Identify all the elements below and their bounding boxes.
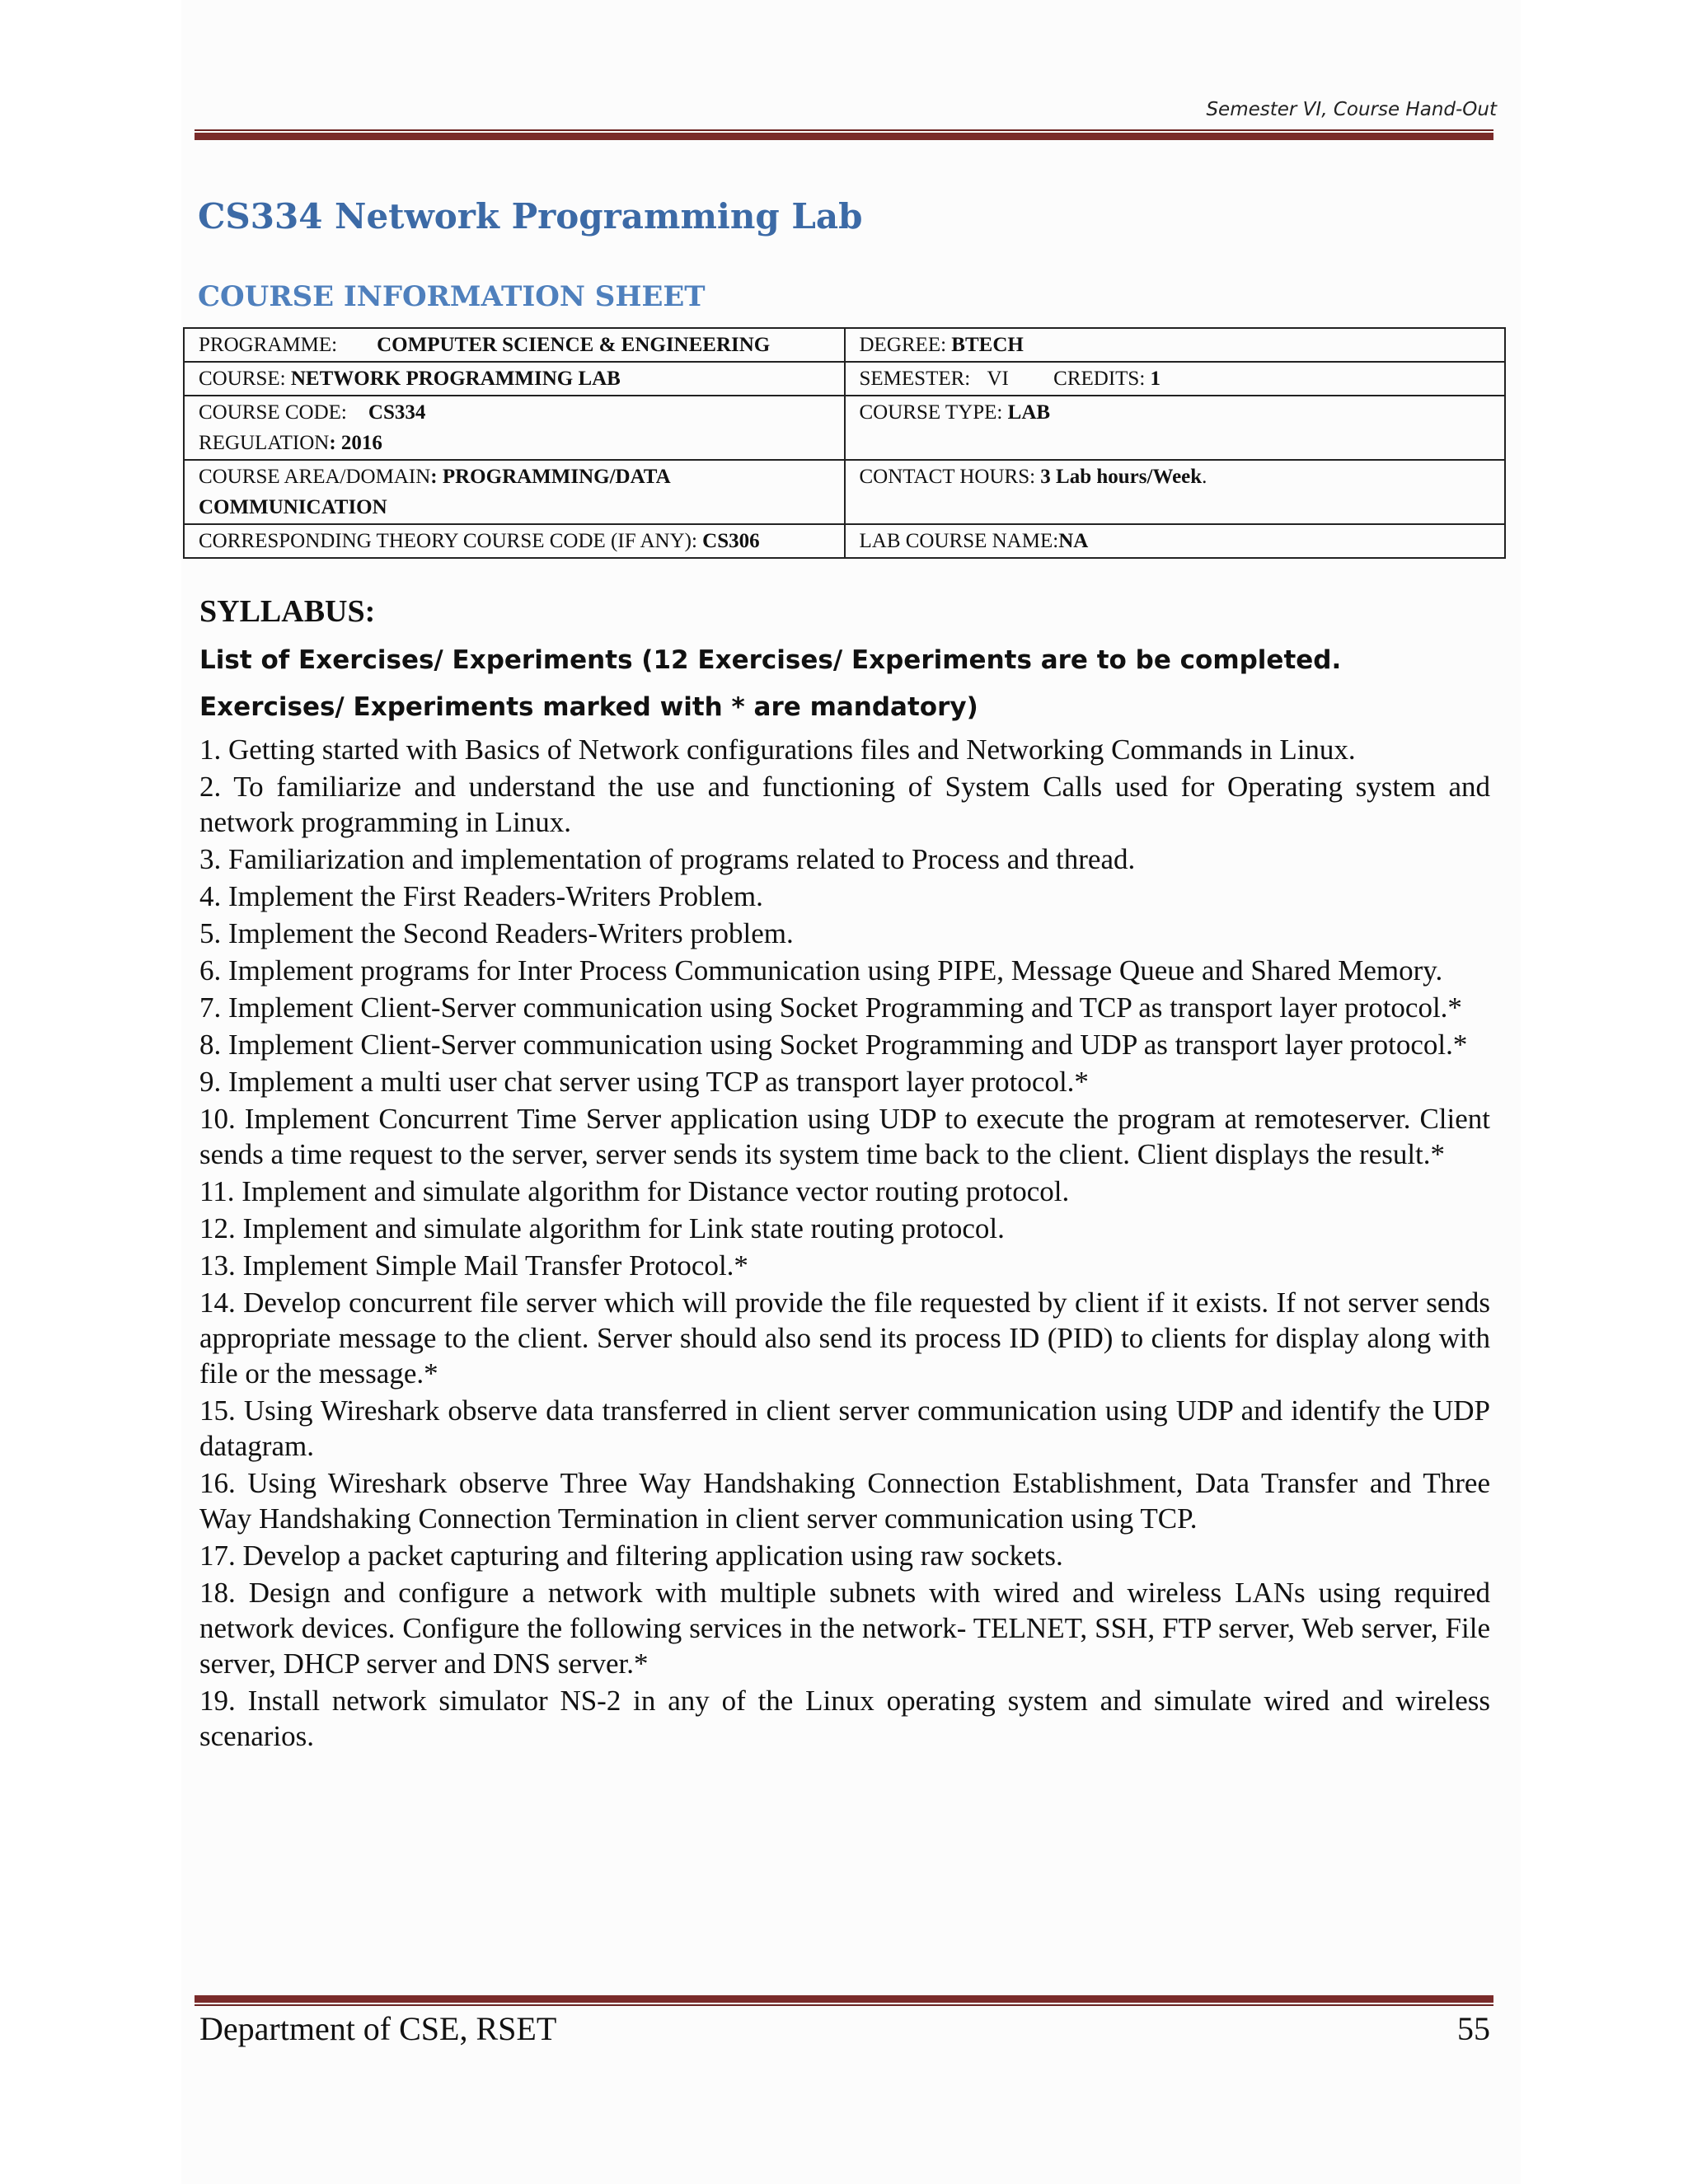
course-info-table: [183, 327, 1506, 559]
list-item: 10. Implement Concurrent Time Server application using UDP to execute the program at remoteserver. Client sends a time request to the server, server sends its system time back to the client. Client displays the result.*: [199, 1103, 1490, 1170]
semester-label: SEMESTER:: [859, 368, 971, 390]
course-cell: [184, 362, 845, 396]
list-item: 15. Using Wireshark observe data transferred in client server communication using UDP and identify the UDP datagram.: [199, 1394, 1490, 1462]
list-item: 19. Install network simulator NS-2 in any of the Linux operating system and simulate wired and wireless scenarios.: [199, 1685, 1490, 1752]
table-row: [184, 396, 1505, 460]
programme-cell: [184, 328, 845, 362]
contact-hours-value: 3 Lab hours/Week: [1040, 466, 1203, 488]
programme-value: COMPUTER SCIENCE & ENGINEERING: [377, 334, 771, 356]
course-title: CS334 Network Programming Lab: [198, 196, 863, 237]
list-item: 4. Implement the First Readers-Writers Problem.: [199, 880, 763, 912]
theory-course-value: CS306: [702, 530, 760, 552]
table-row: [184, 460, 1505, 524]
list-item: 9. Implement a multi user chat server using TCP as transport layer protocol.*: [199, 1066, 1089, 1098]
course-code-value: CS334: [368, 401, 426, 424]
theory-course-cell: [184, 524, 845, 558]
exercise-list: [199, 732, 1490, 1755]
list-item: 14. Develop concurrent file server which will provide the file requested by client if it exists. If not server sends appropriate message to the client. Server should also send its process ID (PID) to clients for display along with file or the message.*: [199, 1286, 1490, 1390]
list-item: 18. Design and configure a network with multiple subnets with wired and wireless LANs using required network devices. Configure the following services in the network- TELNET, SSH, FTP server, Web server, File server, DHCP server and DNS server.*: [199, 1577, 1490, 1680]
footer-rule-thick: [195, 1995, 1493, 2003]
lab-course-name-cell: [845, 524, 1506, 558]
theory-course-label: CORRESPONDING THEORY COURSE CODE (IF ANY):: [199, 530, 703, 552]
regulation-label: REGULATION: [199, 432, 330, 454]
page-number: 55: [1457, 2010, 1490, 2047]
programme-label: PROGRAMME:: [199, 334, 338, 356]
list-item: 12. Implement and simulate algorithm for Link state routing protocol.: [199, 1212, 1005, 1244]
regulation-value: : 2016: [329, 432, 382, 454]
list-item: 8. Implement Client-Server communication using Socket Programming and UDP as transport layer protocol.*: [199, 1029, 1468, 1061]
course-type-value: LAB: [1007, 401, 1051, 424]
exercise-list-heading: List of Exercises/ Experiments (12 Exercises/ Experiments are to be completed. Exercises/ Experiments marked with * are mandatory): [199, 645, 1342, 722]
table-row: [184, 328, 1505, 362]
contact-hours-label: CONTACT HOURS:: [859, 466, 1041, 488]
header-rule-thin: [195, 129, 1493, 131]
degree-value: BTECH: [951, 334, 1024, 356]
list-item: 16. Using Wireshark observe Three Way Handshaking Connection Establishment, Data Transfer and Three Way Handshaking Connection Termination in client server communication using TCP.: [199, 1467, 1490, 1535]
list-item: 13. Implement Simple Mail Transfer Protocol.*: [199, 1249, 748, 1282]
credits-value: 1: [1150, 368, 1161, 390]
credits-label: CREDITS:: [1053, 368, 1151, 390]
list-item: 6. Implement programs for Inter Process Communication using PIPE, Message Queue and Shared Memory.: [199, 954, 1443, 987]
table-row: [184, 524, 1505, 558]
lab-course-name-value: NA: [1058, 530, 1089, 552]
degree-cell: [845, 328, 1506, 362]
list-item: 2. To familiarize and understand the use and functioning of System Calls used for Operating system and network programming in Linux.: [199, 771, 1490, 838]
lab-course-name-label: LAB COURSE NAME:: [859, 530, 1059, 552]
list-item: 7. Implement Client-Server communication using Socket Programming and TCP as transport layer protocol.*: [199, 991, 1462, 1024]
running-header: Semester VI, Course Hand-Out: [1206, 99, 1497, 120]
contact-hours-cell: [845, 460, 1506, 524]
footer-department: Department of CSE, RSET: [199, 2010, 557, 2047]
course-area-cell: [184, 460, 845, 524]
footer-rule-thin: [195, 2004, 1493, 2006]
course-area-value: : PROGRAMMING/DATA COMMUNICATION: [199, 466, 670, 518]
semester-value: VI: [987, 368, 1009, 390]
sheet-title: COURSE INFORMATION SHEET: [198, 280, 706, 313]
header-rule-thick: [195, 133, 1493, 140]
table-row: [184, 362, 1505, 396]
list-item: 17. Develop a packet capturing and filtering application using raw sockets.: [199, 1540, 1063, 1572]
degree-label: DEGREE:: [859, 334, 952, 356]
course-code-label: COURSE CODE:: [199, 401, 347, 424]
list-item: 11. Implement and simulate algorithm for Distance vector routing protocol.: [199, 1175, 1070, 1207]
semester-cell: [845, 362, 1506, 396]
course-code-cell: [184, 396, 845, 460]
course-label: COURSE:: [199, 368, 291, 390]
list-item: 3. Familiarization and implementation of programs related to Process and thread.: [199, 843, 1136, 875]
list-item: 5. Implement the Second Readers-Writers problem.: [199, 917, 794, 949]
course-area-label: COURSE AREA/DOMAIN: [199, 466, 431, 488]
course-value: NETWORK PROGRAMMING LAB: [290, 368, 621, 390]
course-type-label: COURSE TYPE:: [859, 401, 1008, 424]
syllabus-heading: SYLLABUS:: [199, 594, 376, 629]
course-type-cell: [845, 396, 1506, 460]
contact-hours-suffix: .: [1202, 466, 1207, 488]
list-item: 1. Getting started with Basics of Network configurations files and Networking Commands in Linux.: [199, 733, 1356, 766]
